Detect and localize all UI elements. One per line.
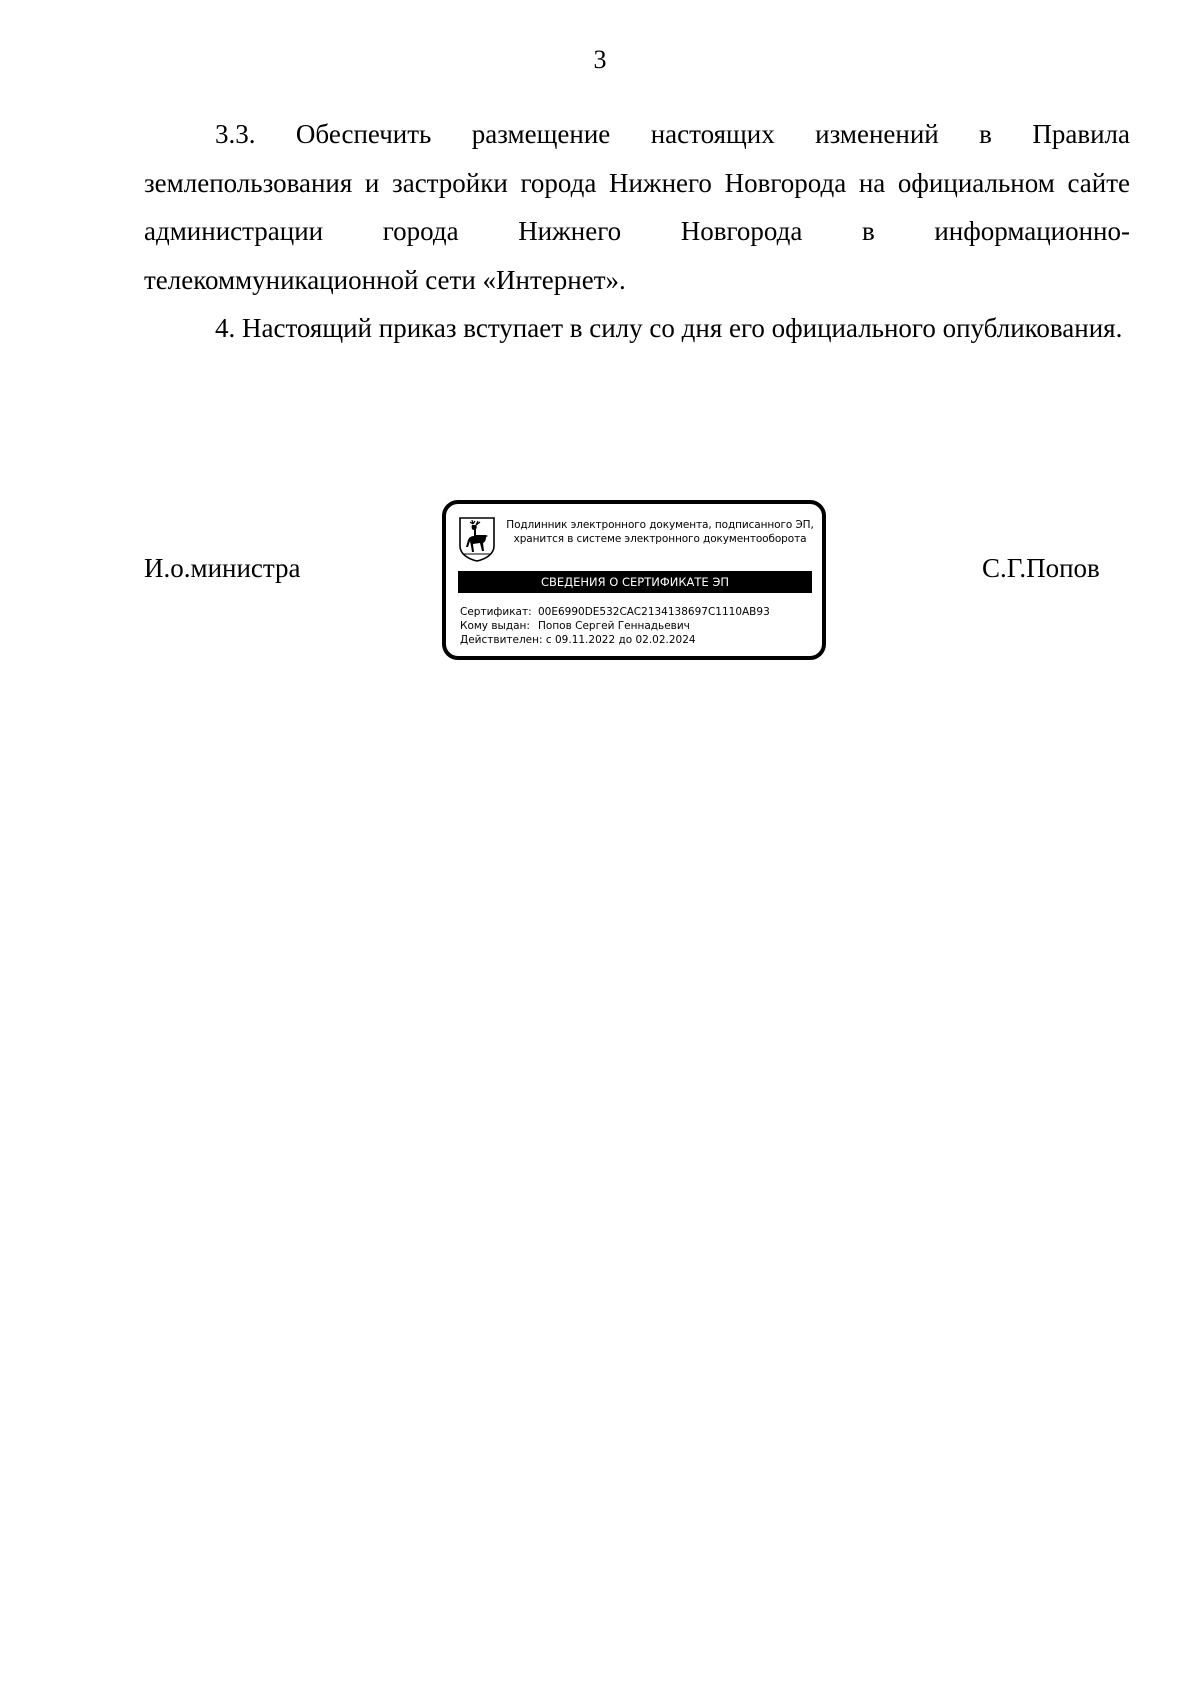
validity-label: Действителен: — [460, 634, 543, 646]
stamp-title-bar: СВЕДЕНИЯ О СЕРТИФИКАТЕ ЭП — [458, 571, 812, 593]
stamp-header — [502, 518, 818, 546]
stamp-header-line: хранится в системе электронного документооборота — [513, 533, 807, 545]
signer-name: С.Г.Попов — [982, 553, 1100, 583]
certificate-row — [460, 605, 816, 619]
electronic-signature-stamp — [442, 500, 826, 660]
signer-position: И.о.министра — [144, 553, 301, 583]
issued-to-row — [460, 619, 816, 633]
issued-to-value: Попов Сергей Геннадьевич — [538, 620, 690, 632]
paragraph-3-3: 3.3. Обеспечить размещение настоящих изменений в Правила землепользования и застройки города Нижнего Новгорода на официальном сайте администрации города Нижнего Новгорода в информационно-телекоммуникационной сети «Интернет». — [144, 119, 1130, 295]
deer-coat-of-arms-icon — [458, 516, 496, 562]
paragraph-4: 4. Настоящий приказ вступает в силу со дня его официального опубликования. — [215, 313, 1123, 343]
validity-row — [460, 633, 816, 647]
stamp-details — [460, 605, 816, 647]
validity-value: с 09.11.2022 до 02.02.2024 — [545, 634, 696, 646]
signature-block — [0, 500, 1200, 660]
certificate-label: Сертификат: — [460, 606, 532, 618]
issued-to-label: Кому выдан: — [460, 620, 530, 632]
certificate-value: 00E6990DE532CAC2134138697C1110AB93 — [538, 606, 770, 618]
stamp-header-line: Подлинник электронного документа, подписанного ЭП, — [506, 519, 814, 531]
document-body — [144, 110, 1130, 353]
page-number: 3 — [593, 45, 607, 74]
